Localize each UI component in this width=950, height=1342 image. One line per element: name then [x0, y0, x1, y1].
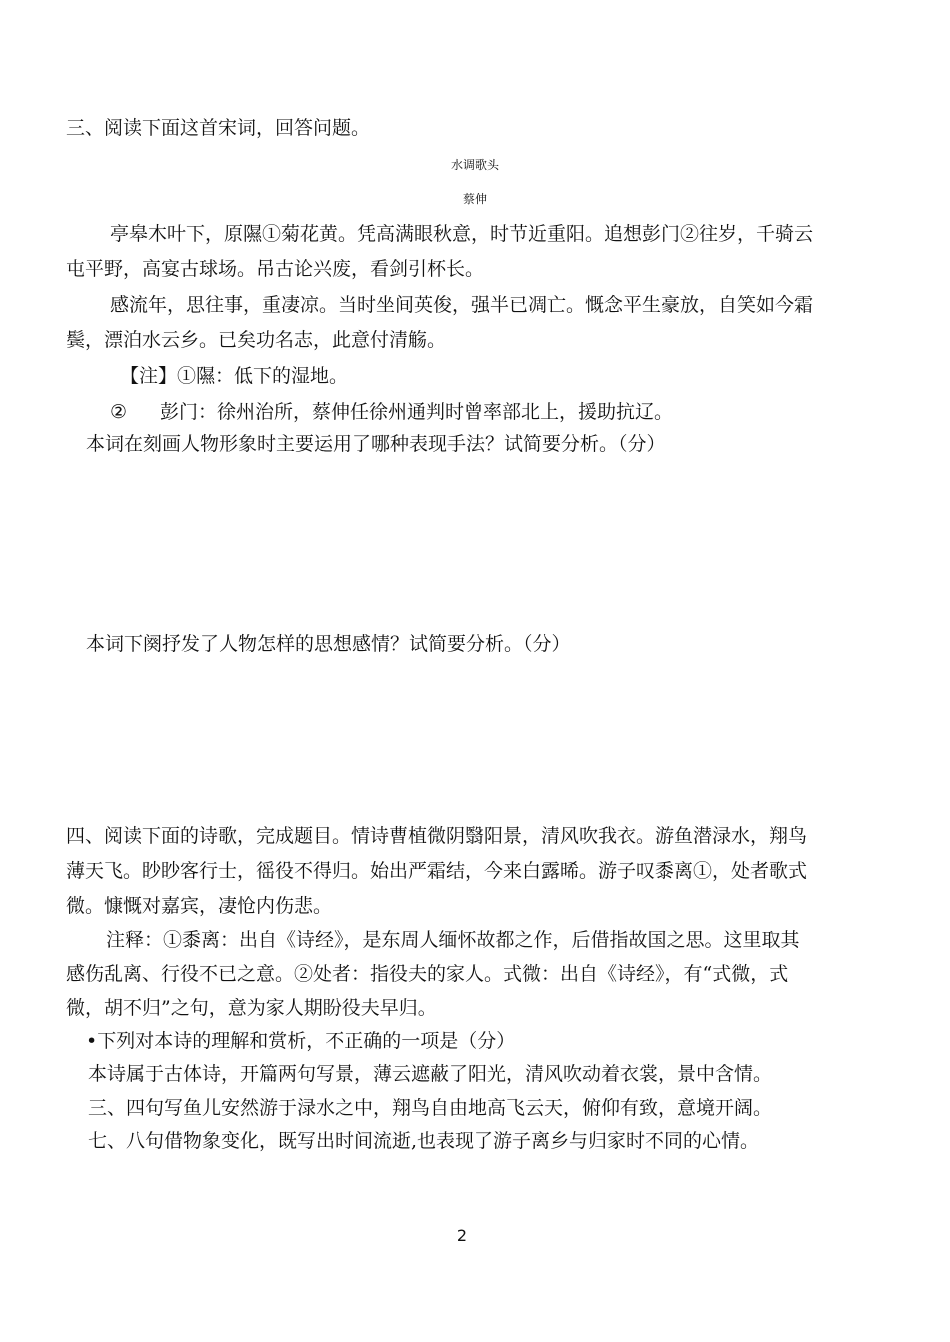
option-line-2: 三、四句写鱼儿安然游于渌水之中，翔鸟自由地高飞云天，俯仰有致，意境开阔。	[88, 1097, 773, 1119]
poem-note-1: 【注】①隰：低下的湿地。	[120, 365, 349, 387]
poem-note-2-text: 彭门：徐州治所，蔡伸任徐州通判时曾率部北上，援助抗辽。	[160, 401, 674, 423]
poem-note-2-number: ②	[110, 401, 128, 423]
option-line-1: 本诗属于古体诗，开篇两句写景，薄云遮蔽了阳光，清风吹动着衣裳，景中含情。	[88, 1063, 773, 1085]
poem-stanza1-line1: 亭皋木叶下，原隰①菊花黄。凭高满眼秋意，时节近重阳。追想彭门②往岁，千骑云	[110, 223, 814, 245]
poem-stanza2-line2: 鬓，漂泊水云乡。已矣功名志，此意付清觞。	[66, 329, 447, 351]
section3-heading: 三、阅读下面这首宋词，回答问题。	[66, 117, 371, 139]
poem-author: 蔡伸	[462, 192, 487, 206]
question-1: 本词在刻画人物形象时主要运用了哪种表现手法？试简要分析。（分）	[86, 433, 666, 455]
option-line-3: 七、八句借物象变化，既写出时间流逝,也表现了游子离乡与归家时不同的心情。	[88, 1130, 760, 1152]
section4-note-line-3: 微，胡不归”之句，意为家人期盼役夫早归。	[66, 997, 437, 1019]
question-2: 本词下阕抒发了人物怎样的思想感情？试简要分析。（分）	[86, 633, 571, 655]
poem-title: 水调歌头	[450, 158, 499, 172]
poem-stanza1-line2: 屯平野，高宴古球场。吊古论兴废，看剑引杯长。	[66, 258, 485, 280]
section4-line-1: 四、阅读下面的诗歌，完成题目。情诗曹植微阴翳阳景，清风吹我衣。游鱼潜渌水，翔鸟	[66, 825, 808, 847]
poem-stanza2-line1: 感流年，思往事，重凄凉。当时坐间英俊，强半已凋亡。慨念平生豪放，自笑如今霜	[110, 294, 814, 316]
section4-line-3: 微。慷慨对嘉宾，凄怆内伤悲。	[66, 895, 333, 917]
section4-note-line-2: 感伤乱离、行役不已之意。②处者：指役夫的家人。式微：出自《诗经》，有“式微，式	[66, 963, 789, 985]
section4-note-line-1: 注释：①黍离：出自《诗经》，是东周人缅怀故都之作，后借指故国之思。这里取其	[106, 929, 800, 951]
section4-line-2: 薄天飞。眇眇客行士，徭役不得归。始出严霜结，今来白露晞。游子叹黍离①，处者歌式	[66, 860, 808, 882]
page-number: 2	[456, 1226, 468, 1245]
section4-question: •下列对本诗的理解和赏析，不正确的一项是（分）	[86, 1030, 516, 1052]
